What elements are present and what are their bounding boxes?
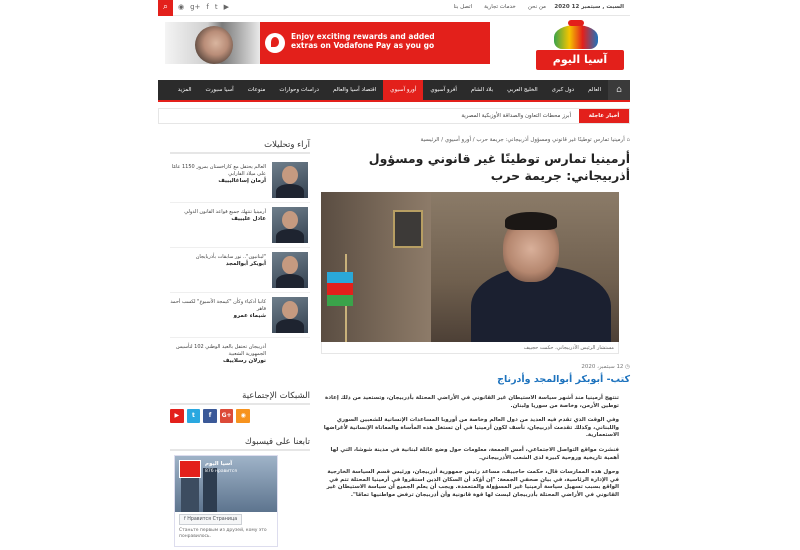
top-social-links: [178, 3, 229, 11]
azerbaijan-flag-icon: [327, 272, 353, 306]
current-date: السبت , سبتمبر 12 2020: [554, 4, 624, 10]
main-nav: [158, 80, 630, 102]
search-icon[interactable]: ⌕: [158, 0, 173, 16]
opinion-item[interactable]: [170, 293, 310, 338]
nav-item-more[interactable]: المزيد: [177, 87, 192, 93]
article: [321, 134, 630, 507]
facebook-page-logo[interactable]: [179, 460, 201, 478]
google-plus-icon[interactable]: g+: [190, 3, 201, 11]
avatar-face: [282, 166, 298, 184]
opinion-item[interactable]: [170, 158, 310, 203]
article-paragraph: تنتهج أرمينيا منذ أشهر سياسة الاستيطان غير القانوني في الأراضي المحتلة بأذربيجان، وتستعيد من ذلك إعادة توطين الأرمن، وخاصة من سوريا ولبنان.: [324, 395, 619, 409]
social-widget: [170, 391, 310, 423]
youtube-icon[interactable]: ▶: [223, 3, 230, 11]
opinion-headline[interactable]: كانبا أذكياء وكأن "كيمجة الأسبوع" لكسب أحمد قاهر: [170, 299, 266, 312]
opinion-author[interactable]: عادل عليييف: [231, 216, 266, 222]
opinion-item[interactable]: [170, 203, 310, 248]
facebook-note: Станьте первым из друзей, кому это понравилось.: [179, 528, 267, 539]
clock-icon: ◷: [623, 364, 630, 370]
nav-items: [171, 80, 608, 100]
facebook-icon[interactable]: f: [203, 409, 217, 423]
twitter-icon[interactable]: t: [214, 3, 218, 11]
top-bar: [158, 0, 630, 16]
social-icons: [170, 409, 310, 423]
nav-item-sport[interactable]: آسيا سبورت: [205, 87, 234, 93]
facebook-widget: [170, 437, 310, 547]
photo-subject-hair: [505, 212, 557, 230]
opinion-text: [170, 209, 266, 223]
ad-line-2: extras on Vodafone Pay as you go: [291, 41, 435, 50]
top-links: [454, 4, 547, 10]
ad-line-1: Enjoy exciting rewards and added: [291, 32, 435, 41]
breaking-news-link[interactable]: أبرز محطات التعاون والصداقة الأوزبكية المصرية: [461, 113, 571, 119]
ad-face-image: [195, 26, 233, 64]
article-title: [321, 150, 630, 184]
opinion-headline[interactable]: "لبنانيون".. نور سابقات بأذربايجان: [195, 254, 266, 260]
social-title: الشبكات الإجتماعية: [170, 391, 310, 405]
flag-green-band: [327, 295, 353, 306]
avatar-body: [276, 229, 304, 243]
opinion-headline[interactable]: أرمينيا تنتهك جميع قواعد القانون الدولي: [184, 209, 266, 215]
nav-item-levant[interactable]: بلاد الشام: [470, 87, 494, 93]
article-photo: [321, 192, 619, 342]
article-byline: كتب- أبوبكر أبوالمجد وأدرناج: [497, 374, 630, 385]
nav-item-studies[interactable]: دراسات وحوارات: [279, 87, 319, 93]
rss-icon[interactable]: ◉: [178, 3, 185, 11]
vodafone-ad-banner[interactable]: [165, 22, 490, 64]
opinion-text: [170, 299, 266, 320]
opinion-headline[interactable]: أذربيجان تحتفل بالعيد الوطني 102 لتأسيس الجمهورية الشعبية: [175, 344, 266, 357]
nav-item-misc[interactable]: منوعات: [247, 87, 266, 93]
ad-copy: [291, 32, 481, 50]
breadcrumb-section[interactable]: أورو آسيوي: [444, 137, 472, 143]
avatar-body: [276, 319, 304, 333]
home-icon: ⌂: [626, 137, 630, 143]
facebook-like-button[interactable]: [179, 514, 242, 525]
facebook-icon[interactable]: f: [206, 3, 209, 11]
opinion-author[interactable]: شيماء عمرو: [233, 313, 266, 319]
article-date-text: 12 سبتمبر، 2020: [581, 364, 624, 370]
facebook-page-likes: 876 нравится: [205, 469, 237, 474]
flag-blue-band: [327, 272, 353, 283]
photo-portrait-frame: [393, 210, 423, 248]
avatar: [272, 162, 308, 198]
opinion-headline[interactable]: العالم يحتفل مع كازاخستان بمرور 1150 عامًا على ميلاد الفارابي: [171, 164, 266, 177]
breaking-news-label: أخبار عاجلة: [579, 109, 629, 123]
nav-item-major-countries[interactable]: دول كبرى: [551, 87, 575, 93]
article-body: [321, 395, 619, 500]
avatar-face: [282, 256, 298, 274]
facebook-page-name[interactable]: آسيا اليوم: [205, 461, 233, 467]
logo-text: آسيا اليوم: [536, 50, 624, 70]
article-paragraph: فنشرت مواقع التواصل الاجتماعي، أمس الجمعة، معلومات حول وضع عائلة لبنانية في مدينة شوشا، التي لها أهمية تاريخية وروحية كبيرة لدى الشعب الأذربيجاني.: [330, 446, 619, 461]
twitter-icon[interactable]: t: [187, 409, 201, 423]
facebook-icon: f: [184, 517, 188, 522]
nav-item-world[interactable]: العالم: [588, 87, 601, 93]
opinion-text: [170, 344, 266, 365]
opinion-item[interactable]: [170, 248, 310, 293]
flag-red-band: [327, 283, 353, 295]
opinions-title: آراء وتحليلات: [170, 140, 310, 154]
nav-item-gulf[interactable]: الخليج العربي: [507, 87, 538, 93]
avatar: [272, 297, 308, 333]
opinion-author[interactable]: نورلان رسلاييف: [223, 358, 266, 364]
about-link[interactable]: من نحن: [527, 4, 546, 10]
opinion-author[interactable]: أبوبكر أبوالمجد: [225, 261, 266, 267]
breadcrumb: [321, 134, 630, 146]
nav-item-economy[interactable]: اقتصاد آسيا والعالم: [332, 87, 377, 93]
google-plus-icon[interactable]: G+: [220, 409, 234, 423]
logo-pot-icon: [554, 25, 598, 49]
breadcrumb-home[interactable]: الرئيسية: [420, 137, 440, 143]
article-paragraph: وفي الوقت الذي تقدم فيه العديد من دول العالم وخاصة من أوروبا المساعدات الإنسانية للشعبين السوري واللبناني، وكذلك تقدمت أذربيجان، نأسف لكون أرمينيا في أن تستغل هذه المأساة والمعاناة الإنسانية لأغراضها الاستعمارية.: [323, 417, 619, 439]
article-title-line-1: أرمينيا تمارس توطينًا غير قانوني ومسؤول: [368, 151, 630, 166]
breadcrumb-separator: /: [471, 137, 475, 143]
cover-building: [203, 468, 217, 512]
avatar-body: [276, 184, 304, 198]
header: [158, 22, 630, 74]
vodafone-logo-icon: [265, 33, 285, 53]
breaking-news-bar: [158, 108, 630, 124]
rss-icon[interactable]: ◉: [236, 409, 250, 423]
opinion-text: [170, 254, 266, 268]
contact-link[interactable]: اتصل بنا: [453, 4, 473, 10]
avatar-body: [276, 274, 304, 288]
youtube-icon[interactable]: ▶: [170, 409, 184, 423]
opinion-item[interactable]: [170, 338, 310, 383]
facebook-like-label: Нравится Страница: [187, 517, 238, 522]
business-services-link[interactable]: خدمات تجارية: [484, 4, 516, 10]
opinion-author[interactable]: أرمان إساغاليييف: [218, 178, 266, 184]
facebook-title: تابعنا على فيسبوك: [170, 437, 310, 451]
home-icon[interactable]: ⌂: [608, 80, 630, 100]
cover-building: [181, 476, 199, 512]
sidebar: [170, 140, 310, 547]
site-logo[interactable]: [536, 23, 624, 71]
avatar: [272, 252, 308, 288]
breadcrumb-separator: /: [439, 137, 444, 143]
breadcrumb-current: أرمينيا تمارس توطينًا غير قانوني ومسؤول أذربيجاني: جريمة حرب: [476, 137, 625, 143]
avatar: [272, 207, 308, 243]
facebook-page-box[interactable]: [174, 455, 278, 547]
article-date: [321, 364, 630, 370]
article-title-line-2: أذربيجاني: جريمة حرب: [490, 168, 630, 183]
article-paragraph: وحول هذه الممارسات قال، حكمت حاجييف، مساعد رئيس جمهورية أذربيجان، ورئيس قسم السياسة الخارجية في الإدارة الرئاسية، في بيان صحفي الجمعة: "إن أؤكد أن السكان الذين استقروا في أرمينيا المحتلة تتم في الواقع بسبب تسهيل سياسة أرمينيا غير المسؤولة والمتعمدة. ويجب أن يعلم الجميع أن سياسة الاستيطان غير القانوني في الأراضي المحتلة بأذربيجان ليست لها قوة قانونية وأن أذربيجان ترفض مواطنيها تمامًا".: [326, 469, 619, 498]
nav-item-euro-asian[interactable]: أورو آسيوي: [383, 80, 423, 100]
photo-caption: مستشار الرئيس الأذربيجاني، حكمت حجييف: [321, 342, 619, 354]
nav-item-afro-asian[interactable]: أفرو آسيوي: [430, 87, 457, 93]
opinion-text: [170, 164, 266, 185]
avatar-face: [282, 211, 298, 229]
avatar-face: [282, 301, 298, 319]
